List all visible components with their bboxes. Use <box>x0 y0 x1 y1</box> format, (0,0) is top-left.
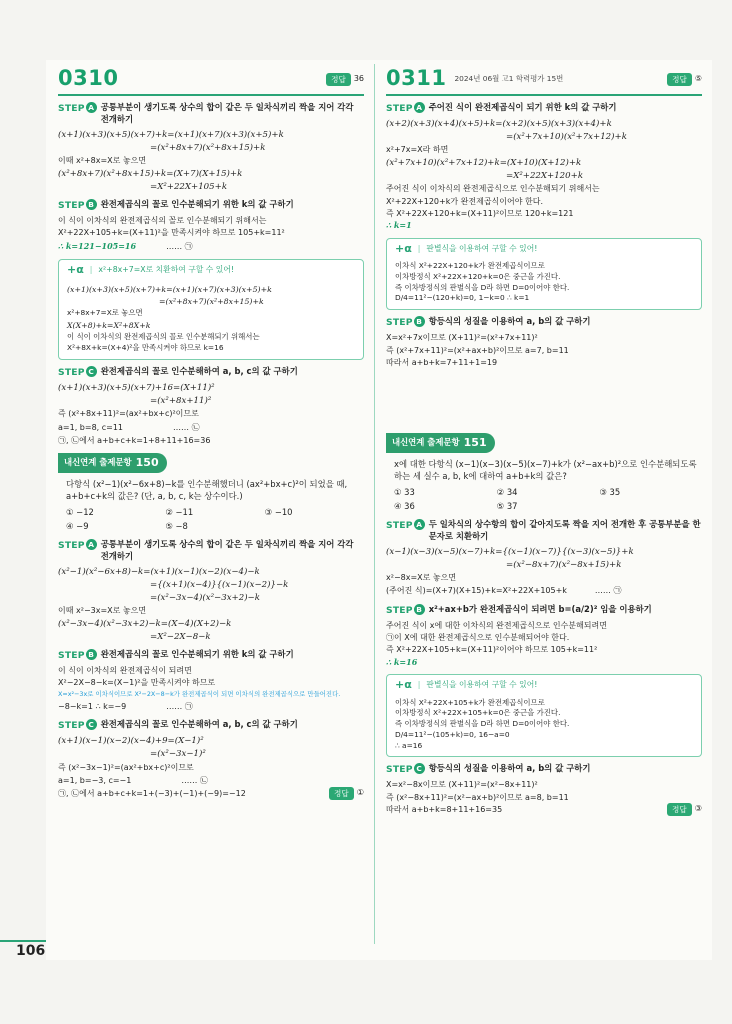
equation-line: =(x²−8x+7)(x²−8x+15)+k <box>506 559 622 570</box>
equation-mark: …… ㉡ <box>173 422 200 432</box>
linked-problem-badge-150 <box>58 453 167 473</box>
choice: ② 34 <box>496 486 518 497</box>
text-line: X=x²+7x이므로 (X+11)²=(x²+7x+11)² <box>386 333 538 343</box>
tip-line: X²+8X+k=(X+4)²을 만족시켜야 하므로 k=16 <box>67 343 224 353</box>
step-label: STEP C <box>386 763 425 776</box>
equation-mark: …… ㉠ <box>594 586 622 596</box>
step-label: STEP B <box>386 316 425 329</box>
badge-text: 내신연계 출제문항 <box>64 457 132 468</box>
step-title: 완전제곱식의 꼴로 인수분해하여 a, b, c의 값 구하기 <box>100 719 298 730</box>
text-line: 즉 (x²−8x+11)²=(x²−ax+b)²이므로 a=8, b=11 <box>386 792 569 802</box>
badge-text: 내신연계 출제문항 <box>392 437 460 448</box>
answer-value: 36 <box>353 74 364 84</box>
problem-number: 0310 <box>58 66 119 91</box>
text-line: X²−2X−8−k=(X−1)²을 만족시켜야 하므로 <box>58 678 216 688</box>
text-line: ㉠이 X에 대한 완전제곱식으로 인수분해되어야 한다. <box>386 633 570 643</box>
answer-value: ⑤ <box>694 74 702 84</box>
step-title: 주어진 식이 완전제곱식이 되기 위한 k의 값 구하기 <box>428 102 617 112</box>
answer-badge <box>667 73 702 86</box>
p151-step-c <box>386 763 702 776</box>
tip-title: 판별식을 이용하여 구할 수 있어! <box>426 243 538 253</box>
problem-source: 2024년 06월 고1 학력평가 15번 <box>454 73 564 83</box>
step-label: STEP C <box>58 719 97 732</box>
text-line: 이 식이 이차식의 완전제곱식의 꼴로 인수분해되기 위해서는 <box>58 216 267 226</box>
badge-number: 150 <box>135 456 159 470</box>
choice: ① 33 <box>394 486 415 497</box>
text-line: 이 식이 이차식의 완전제곱식이 되려면 <box>58 665 192 675</box>
tip-line: D/4=11²−(105+k)=0, 16−a=0 <box>395 729 510 739</box>
tip-line: 이차식 X²+22X+105+k가 완전제곱식이므로 <box>395 697 545 707</box>
equation-line: (x+1)(x+3)(x+5)(x+7)+16=(X+11)² <box>58 382 215 393</box>
hint-note: X=x²−3x로 이차식이므로 X²−2X−8−k가 완전제곱식이 되면 이차식의 완전제곱식으로 만들어진다. <box>58 689 341 698</box>
result-line: ∴ k=121−105=16 <box>58 240 137 251</box>
step-a <box>386 102 702 115</box>
step-title: 공통부분이 생기도록 상수의 합이 같은 두 일차식끼리 짝을 지어 각각 전개하기 <box>100 538 354 561</box>
text-line: x²−8x=X로 놓으면 <box>386 572 457 582</box>
tip-box: +α | x²+8x+7=X로 치환하여 구할 수 있어! (x+1)(x+3)(x+5)(x+7)+k=(x+1)(x+7)(x+3)(x+5)+k =(x²+8x+7)(x²+8x+15)+k x²+8x+7=X로 놓으면 X(X+8)+k=X²+8X+k 이 식이 이차식의 완전제곱식의 꼴로 인수분해되기 위해서는 X²+8X+k=(X+4)²을 만족시켜야 하므로 k=16 <box>58 259 364 360</box>
text-line: ㉠, ㉡에서 a+b+c+k=1+8+11+16=36 <box>58 436 211 446</box>
problem-header-0311 <box>386 66 702 96</box>
step-b <box>386 316 702 329</box>
right-column <box>386 66 702 816</box>
equation-line: =(x²+8x+7)(x²+8x+15)+k <box>150 143 266 154</box>
equation-line: =(x²−3x−4)(x²−3x+2)−k <box>150 592 260 603</box>
equation-line: (x²+8x+7)(x²+8x+15)+k=(X+7)(X+15)+k <box>58 168 243 179</box>
tip-line: (x+1)(x+3)(x+5)(x+7)+k=(x+1)(x+7)(x+3)(x+5)+k <box>67 284 272 294</box>
tip-box: +α | 판별식을 이용하여 구할 수 있어! 이차식 X²+22X+105+k가 완전제곱식이므로 이차방정식 X²+22X+105+k=0은 중근을 가진다. 즉 이차방정식의 판별식을 D라 하면 D=0이어야 한다. D/4=11²−(105+k)=0, 16−a=0 ∴ a=16 <box>386 674 702 757</box>
choice: ④ −9 <box>66 520 89 531</box>
equation-line: =(x²−3x−1)² <box>150 749 206 760</box>
text-line: 즉 (x²+8x+11)²=(ax²+bx+c)²이므로 <box>58 409 199 419</box>
text-line: 즉 X²+22X+105+k=(X+11)²이어야 하므로 105+k=11² <box>386 645 598 655</box>
answer-badge <box>326 73 364 86</box>
answer-tag: 정답 <box>667 73 692 86</box>
p151-step-a <box>386 519 702 543</box>
plus-alpha-icon: +α <box>395 241 412 255</box>
step-title: 완전제곱식의 꼴로 인수분해하여 a, b, c의 값 구하기 <box>100 365 298 376</box>
tip-line: x²+8x+7=X로 놓으면 <box>67 308 143 318</box>
step-title: 두 일차식의 상수항의 합이 같아지도록 짝을 지어 전개한 후 공통부분을 한 문자로 치환하기 <box>428 518 701 541</box>
text-line: 따라서 a+b+k=7+11+1=19 <box>386 358 498 367</box>
linked-problem-badge-151 <box>386 433 495 453</box>
text-line: 이때 x²−3x=X로 놓으면 <box>58 606 147 616</box>
text-line: a=1, b=8, c=11 <box>58 422 124 432</box>
plus-alpha-icon: +α <box>395 678 412 692</box>
equation-line: (x−1)(x−3)(x−5)(x−7)+k={(x−1)(x−7)}{(x−3)(x−5)}+k <box>386 546 634 557</box>
choice: ① −12 <box>66 506 94 517</box>
step-title: 공통부분이 생기도록 상수의 합이 같은 두 일차식끼리 짝을 지어 각각 전개하기 <box>100 102 354 124</box>
tip-line: 이차식 X²+22X+120+k가 완전제곱식이므로 <box>395 261 545 271</box>
step-label: STEP A <box>386 519 425 532</box>
p150-step-c <box>58 719 364 732</box>
step-label: STEP B <box>58 649 97 662</box>
equation-line: =(x²+8x+11)² <box>150 396 212 407</box>
tip-line: =(x²+8x+7)(x²+8x+15)+k <box>159 297 264 307</box>
text-line: 즉 (x²−3x−1)²=(ax²+bx+c)²이므로 <box>58 762 194 772</box>
left-column <box>58 66 364 800</box>
text-line: x²+7x=X라 하면 <box>386 145 449 155</box>
tip-title: 판별식을 이용하여 구할 수 있어! <box>426 680 538 690</box>
text-line: ㉠, ㉡에서 a+b+c+k=1+(−3)+(−1)+(−9)=−12 <box>58 789 246 799</box>
tip-box: +α | 판별식을 이용하여 구할 수 있어! 이차식 X²+22X+120+k가 완전제곱식이므로 이차방정식 X²+22X+120+k=0은 중근을 가진다. 즉 이차방정식의 판별식을 D라 하면 D=0이어야 한다. D/4=11²−(120+k)=0, 1−k=0 ∴ k=1 <box>386 238 702 311</box>
answer-tag: 정답 <box>667 803 692 816</box>
equation-line: (x²−3x−4)(x²−3x+2)−k=(X−4)(X+2)−k <box>58 618 232 629</box>
step-label: STEP A <box>58 102 97 115</box>
tip-line: 이 식이 이차식의 완전제곱식의 꼴로 인수분해되기 위해서는 <box>67 332 260 342</box>
equation-line: (x+1)(x−1)(x−2)(x−4)+9=(X−1)² <box>58 736 204 747</box>
text-line: 따라서 a+b+k=8+11+16=35 <box>386 805 503 815</box>
answer-tag: 정답 <box>329 787 354 800</box>
step-c <box>58 366 364 379</box>
text-line: X=x²−8x이므로 (X+11)²=(x²−8x+11)² <box>386 780 538 790</box>
choice: ② −11 <box>165 506 194 517</box>
answer-value: ③ <box>694 803 702 814</box>
choice: ④ 36 <box>394 500 415 511</box>
text-line: 즉 X²+22X+120+k=(X+11)²이므로 120+k=121 <box>386 208 574 218</box>
equation-line: (x²+7x+10)(x²+7x+12)+k=(X+10)(X+12)+k <box>386 157 582 168</box>
choice: ⑤ −8 <box>165 520 188 531</box>
answer-value: ① <box>356 787 364 798</box>
choices <box>394 487 702 513</box>
problem-header-0310 <box>58 66 364 96</box>
tip-line: X(X+8)+k=X²+8X+k <box>67 321 151 331</box>
text-line: −8−k=1 ∴ k=−9 <box>58 701 127 711</box>
equation-mark: …… ㉠ <box>166 241 193 251</box>
p150-step-a <box>58 539 364 563</box>
text-line: a=1, b=−3, c=−1 <box>58 775 132 785</box>
plus-alpha-icon: +α <box>67 263 84 277</box>
step-label: STEP C <box>58 366 97 379</box>
equation-line: =X²−2X−8−k <box>150 631 211 642</box>
tip-line: 즉 이차방정식의 판별식을 D라 하면 D=0이어야 한다. <box>395 282 570 292</box>
step-title: 완전제곱식의 꼴로 인수분해되기 위한 k의 값 구하기 <box>100 199 294 210</box>
equation-line: (x+2)(x+3)(x+4)(x+5)+k=(x+2)(x+5)(x+3)(x+4)+k <box>386 119 612 130</box>
column-divider <box>374 64 375 944</box>
tip-line: 이차방정식 X²+22X+105+k=0은 중근을 가진다. <box>395 708 561 718</box>
badge-number: 151 <box>463 436 487 450</box>
choices <box>66 507 364 533</box>
step-a <box>58 102 364 126</box>
tip-line: ∴ a=16 <box>395 740 423 750</box>
tip-line: 이차방정식 X²+22X+120+k=0은 중근을 가진다. <box>395 272 561 282</box>
answer-tag: 정답 <box>326 73 351 86</box>
text-line: 주어진 식이 x에 대한 이차식의 완전제곱식으로 인수분해되려면 <box>386 620 607 630</box>
step-label: STEP A <box>58 539 97 552</box>
equation-line: =X²+22X+120+k <box>506 171 584 182</box>
tip-line: D/4=11²−(120+k)=0, 1−k=0 ∴ k=1 <box>395 293 530 303</box>
page-number: 106 <box>16 943 46 959</box>
result-line: ∴ k=1 <box>386 220 412 231</box>
text-line: 주어진 식이 이차식의 완전제곱식으로 인수분해되기 위해서는 <box>386 184 600 194</box>
equation-mark: …… ㉡ <box>181 775 208 785</box>
text-line: X²+22X+120+k가 완전제곱식이어야 한다. <box>386 196 543 206</box>
p150-step-b <box>58 649 364 662</box>
equation-line: ={(x+1)(x−4)}{(x−1)(x−2)}−k <box>150 579 289 590</box>
text-line: (주어진 식)=(X+7)(X+15)+k=X²+22X+105+k <box>386 586 567 596</box>
text-line: 이때 x²+8x=X로 놓으면 <box>58 156 147 166</box>
choice: ③ 35 <box>599 486 621 497</box>
problem-number: 0311 <box>386 66 447 91</box>
step-title: x²+ax+b가 완전제곱식이 되려면 b=(a/2)² 임을 이용하기 <box>428 603 652 614</box>
tip-title: x²+8x+7=X로 치환하여 구할 수 있어! <box>98 265 234 275</box>
problem-question: x에 대한 다항식 (x−1)(x−3)(x−5)(x−7)+k가 (x²−ax+b)²으로 인수분해되도록 하는 세 실수 a, b, k에 대하여 a+b+k의 값은? <box>394 458 697 481</box>
equation-mark: …… ㉠ <box>166 701 193 711</box>
equation-line: =X²+22X+105+k <box>150 181 228 192</box>
choice: ③ −10 <box>264 506 293 517</box>
step-title: 완전제곱식의 꼴로 인수분해되기 위한 k의 값 구하기 <box>100 648 294 659</box>
choice: ⑤ 37 <box>496 500 518 511</box>
tip-line: 즉 이차방정식의 판별식을 D라 하면 D=0이어야 한다. <box>395 719 570 729</box>
p151-step-b <box>386 604 702 617</box>
equation-line: (x+1)(x+3)(x+5)(x+7)+k=(x+1)(x+7)(x+3)(x+5)+k <box>58 129 284 140</box>
step-title: 항등식의 성질을 이용하여 a, b의 값 구하기 <box>428 763 591 774</box>
step-b <box>58 199 364 212</box>
result-line: ∴ k=16 <box>386 656 418 667</box>
step-title: 항등식의 성질을 이용하여 a, b의 값 구하기 <box>428 316 591 327</box>
step-label: STEP A <box>386 102 425 115</box>
equation-line: =(x²+7x+10)(x²+7x+12)+k <box>506 132 627 143</box>
text-line: X²+22X+105+k=(X+11)²을 만족시켜야 하므로 105+k=11² <box>58 228 285 238</box>
equation-line: (x²−1)(x²−6x+8)−k=(x+1)(x−1)(x−2)(x−4)−k <box>58 566 260 577</box>
text-line: 즉 (x²+7x+11)²=(x²+ax+b)²이므로 a=7, b=11 <box>386 345 569 355</box>
problem-question: 다항식 (x²−1)(x²−6x+8)−k를 인수분해했더니 (ax²+bx+c)²이 되었을 때, a+b+c+k의 값은? (단, a, b, c, k는 상수이다.) <box>66 479 348 501</box>
step-label: STEP B <box>58 199 97 212</box>
step-label: STEP B <box>386 604 425 617</box>
